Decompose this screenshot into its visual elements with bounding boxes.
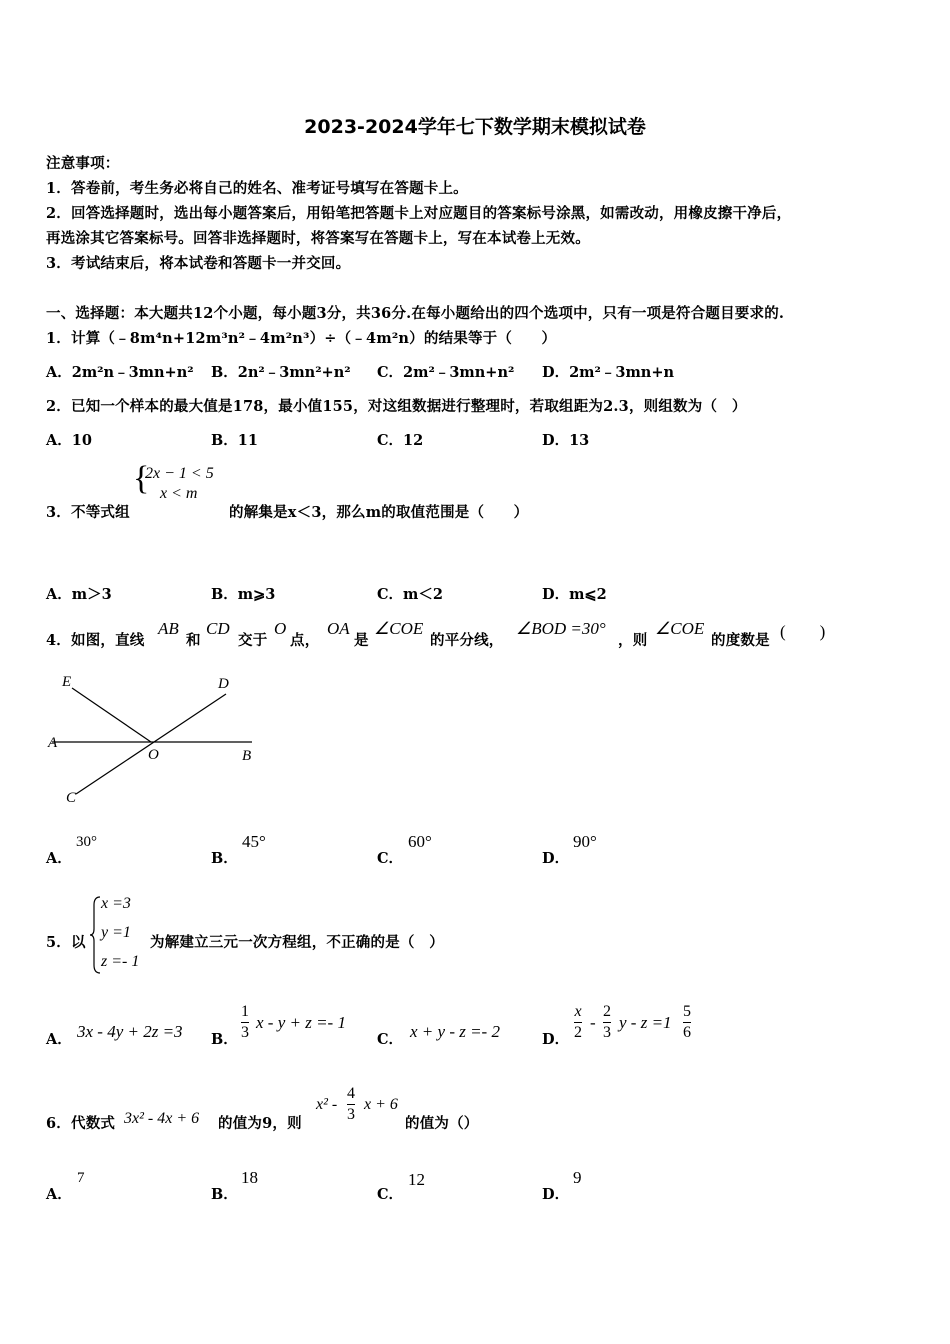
q4-oa: OA [327, 619, 350, 638]
q4-p6: 的平分线， [430, 632, 504, 649]
q6-expr2-a: x² - [316, 1096, 338, 1113]
note-2a: 2．回答选择题时，选出每小题答案后，用铅笔把答题卡上对应题目的答案标号涂黑，如需改动，用橡皮擦干净后， [46, 205, 792, 222]
q4-option-d-value[interactable]: 90° [573, 832, 597, 851]
q4-option-c-label[interactable]: C． [377, 850, 404, 867]
q4-option-c-value[interactable]: 60° [408, 832, 432, 851]
q6-option-d-label[interactable]: D． [542, 1186, 570, 1203]
q5-option-a-label[interactable]: A． [46, 1031, 72, 1048]
q6-option-a-label[interactable]: A． [46, 1186, 72, 1203]
q6-expr2-fraction [347, 1084, 355, 1125]
q2-option-d[interactable]: D．13 [542, 432, 590, 449]
q5-prefix: 5．以 [46, 934, 86, 951]
note-3: 3．考试结束后，将本试卷和答题卡一并交回。 [46, 255, 351, 272]
q6-expr1: 3x² - 4x + 6 [124, 1110, 200, 1127]
q5-option-d-label[interactable]: D． [542, 1031, 570, 1048]
q5-option-b-label[interactable]: B． [211, 1031, 238, 1048]
q4-option-b-label[interactable]: B． [211, 850, 238, 867]
q3-option-a[interactable]: A．m＞3 [46, 586, 112, 603]
q6-option-c-value[interactable]: 12 [408, 1170, 425, 1189]
label-a: A [48, 735, 58, 751]
note-1: 1．答卷前，考生务必将自己的姓名、准考证号填写在答题卡上。 [46, 180, 468, 197]
q3-suffix: 的解集是x＜3，那么m的取值范围是（ ） [229, 504, 529, 521]
q3-option-b[interactable]: B．m⩾3 [211, 586, 276, 603]
q5-sys-x: x =3 [101, 895, 131, 912]
q5-d-numerator3: 5 [683, 1002, 691, 1023]
q5-d-denominator2: 3 [603, 1024, 611, 1041]
q3-option-c[interactable]: C．m＜2 [377, 586, 443, 603]
q2-option-c[interactable]: C．12 [377, 432, 424, 449]
q3-system-line2: x < m [160, 485, 198, 502]
label-e: E [62, 674, 72, 690]
q6-option-b-value[interactable]: 18 [241, 1168, 258, 1187]
q2-option-b[interactable]: B．11 [211, 432, 258, 449]
ray-oe [72, 688, 151, 742]
q2-stem: 2．已知一个样本的最大值是178，最小值155，对这组数据进行整理时，若取组距为2.3，则组数为（ ） [46, 398, 747, 415]
page-title: 2023-2024学年七下数学期末模拟试卷 [304, 116, 646, 138]
q4-coe: ∠COE [374, 619, 424, 638]
q5-option-b-value[interactable]: x - y + z =- 1 [256, 1013, 346, 1032]
q6-p3: 的值为（） [405, 1115, 479, 1132]
q1-option-c[interactable]: C．2m²﹣3mn+n² [377, 364, 515, 381]
q4-p4: 点， [290, 632, 320, 649]
q5-option-d-fraction2 [603, 1002, 611, 1043]
q5-option-b-fraction [241, 1002, 249, 1043]
q1-stem: 1．计算（﹣8m⁴n+12m³n²﹣4m²n³）÷（﹣4m²n）的结果等于（ ） [46, 330, 557, 347]
q5-option-a-value[interactable]: 3x - 4y + 2z =3 [77, 1022, 183, 1041]
q4-p3: 交于 [238, 632, 268, 649]
q5-brace [88, 895, 102, 975]
q6-p1: 6．代数式 [46, 1115, 116, 1132]
q1-option-a[interactable]: A．2m²n﹣3mn+n² [46, 364, 194, 381]
section-heading: 一、选择题：本大题共12个小题，每小题3分，共36分.在每小题给出的四个选项中，只有一项是符合题目要求的. [46, 305, 785, 322]
label-c: C [66, 790, 77, 806]
q4-p8: 的度数是 [711, 632, 770, 649]
q6-expr2-b: x + 6 [364, 1096, 398, 1113]
q6-p2: 的值为9，则 [218, 1115, 302, 1132]
q5-d-minus: - [590, 1013, 596, 1032]
q1-option-b[interactable]: B．2n²﹣3mn²+n² [211, 364, 351, 381]
q5-option-c-label[interactable]: C． [377, 1031, 404, 1048]
q5-sys-z: z =- 1 [101, 953, 140, 970]
label-o: O [148, 747, 159, 763]
notes-header: 注意事项： [46, 155, 120, 172]
q3-system-line1: 2x − 1 < 5 [145, 465, 214, 482]
q5-option-c-value[interactable]: x + y - z =- 2 [410, 1022, 500, 1041]
q4-bod: ∠BOD =30° [516, 619, 606, 638]
q4-cd: CD [206, 619, 230, 638]
q4-paren: ( ) [780, 622, 826, 641]
q6-fraction-numerator: 4 [347, 1084, 355, 1105]
q4-o: O [274, 619, 287, 638]
q4-p7: ，则 [618, 632, 648, 649]
q5-option-d-value[interactable]: y - z =1 [619, 1013, 672, 1032]
q4-option-d-label[interactable]: D． [542, 850, 570, 867]
q5-suffix: 为解建立三元一次方程组，不正确的是（ ） [150, 934, 444, 951]
q5-d-denominator3: 6 [683, 1024, 691, 1041]
q4-coe2: ∠COE [655, 619, 705, 638]
q5-option-d-fraction1 [574, 1002, 582, 1043]
q5-d-numerator2: 2 [603, 1002, 611, 1023]
q4-figure [46, 670, 266, 810]
q3-option-d[interactable]: D．m⩽2 [542, 586, 607, 603]
q6-option-c-label[interactable]: C． [377, 1186, 404, 1203]
q6-fraction-denominator: 3 [347, 1106, 355, 1123]
q4-p5: 是 [354, 632, 369, 649]
q5-d-denominator1: 2 [574, 1024, 582, 1041]
line-cd [76, 694, 226, 794]
q6-option-d-value[interactable]: 9 [573, 1168, 582, 1187]
q4-p2: 和 [186, 632, 201, 649]
q1-option-d[interactable]: D．2m²﹣3mn+n [542, 364, 675, 381]
q5-b-denominator: 3 [241, 1024, 249, 1041]
q5-b-numerator: 1 [241, 1002, 249, 1023]
q3-prefix: 3．不等式组 [46, 504, 130, 521]
q5-sys-y: y =1 [101, 924, 131, 941]
q4-option-b-value[interactable]: 45° [242, 832, 266, 851]
label-d: D [218, 676, 229, 692]
q5-d-numerator1: x [574, 1002, 582, 1023]
q6-option-b-label[interactable]: B． [211, 1186, 238, 1203]
q3-brace: { [133, 460, 150, 497]
q4-p1: 4．如图，直线 [46, 632, 145, 649]
q4-option-a-value[interactable]: 30° [76, 834, 97, 850]
q2-option-a[interactable]: A．10 [46, 432, 92, 449]
q6-option-a-value[interactable]: 7 [77, 1170, 85, 1186]
note-2b: 再选涂其它答案标号。回答非选择题时，将答案写在答题卡上，写在本试卷上无效。 [46, 230, 590, 247]
q4-option-a-label[interactable]: A． [46, 850, 72, 867]
q5-option-d-fraction3 [683, 1002, 691, 1043]
label-b: B [242, 748, 252, 764]
q4-ab: AB [158, 619, 179, 638]
